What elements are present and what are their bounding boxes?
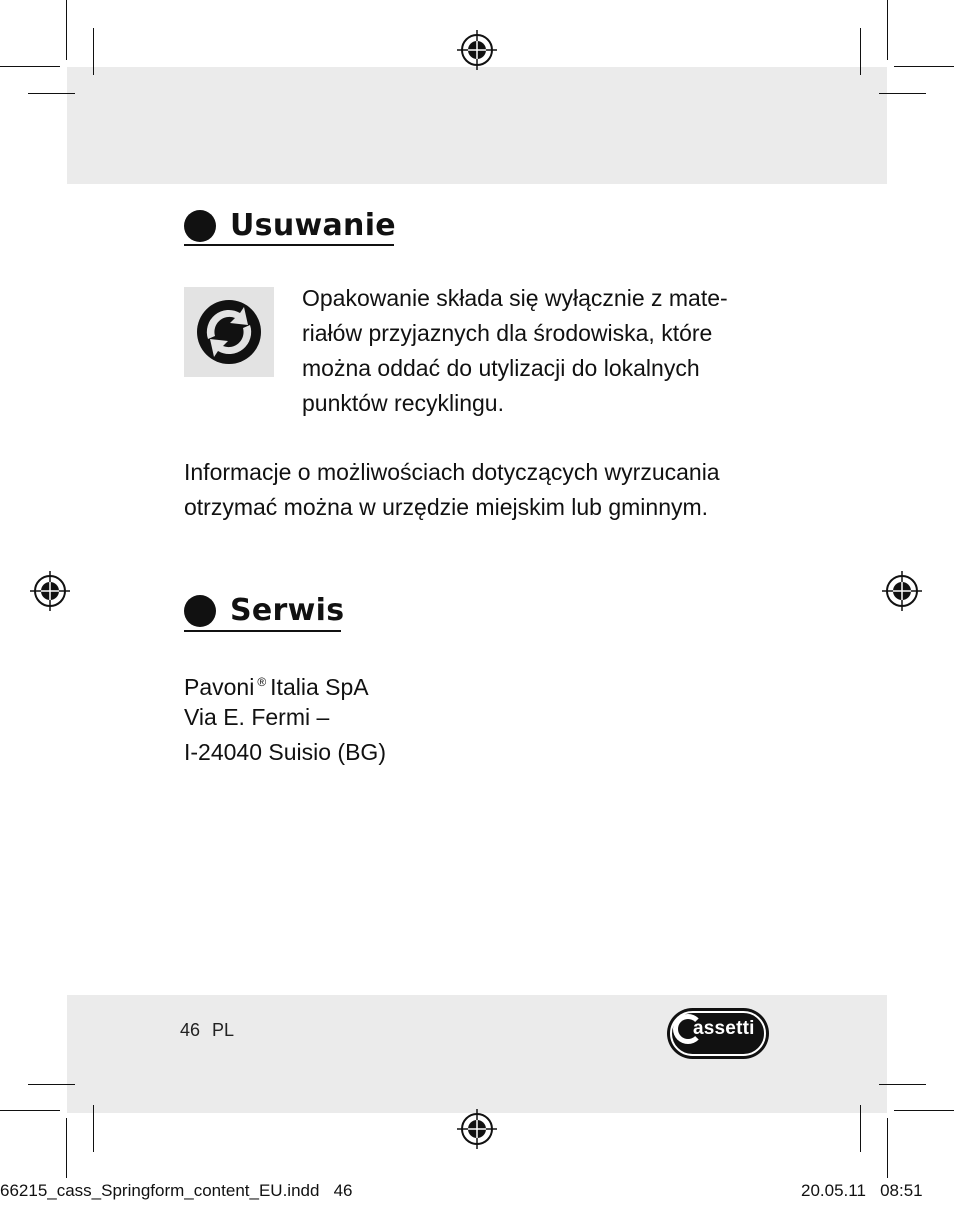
print-slug-file: 66215_cass_Springform_content_EU.indd 46 [0,1181,353,1200]
company-name: Pavoni [184,674,255,700]
section-title: Serwis [230,593,345,628]
registration-mark-icon [457,30,497,70]
bottom-band [67,995,887,1113]
section-heading-disposal [184,206,396,246]
disposal-info-paragraph: Informacje o możliwościach dotyczących wyrzucania otrzymać można w urzędzie miejskim lub gminnym. [184,459,720,520]
bullet-dot-icon [184,595,216,627]
section-title: Usuwanie [230,208,396,243]
crop-mark [860,28,861,75]
heading-underline [184,630,341,632]
registration-mark-icon [30,571,70,611]
registered-trademark: ® [257,675,267,689]
crop-mark [93,28,94,75]
recycling-icon [184,287,274,377]
crop-mark [0,66,60,67]
section-heading-service [184,591,344,631]
address-city: I-24040 Suisio (BG) [184,739,386,765]
heading-underline [184,244,394,246]
crop-mark [887,0,888,60]
crop-mark [894,1110,954,1111]
crop-mark [860,1105,861,1152]
company-suffix: Italia SpA [270,674,369,700]
page-number: 46 [180,1020,201,1040]
cassetti-logo [667,1008,769,1059]
bullet-dot-icon [184,210,216,242]
print-slug-date: 20.05.11 08:51 [801,1181,923,1200]
recycling-symbol-box [184,287,274,377]
registration-mark-icon [457,1109,497,1149]
recycling-paragraph: Opakowanie składa się wyłącznie z mate- riałów przyjaznych dla środowiska, które można oddać do utylizacji do lokalnych punktów recyklingu. [302,285,728,416]
crop-mark [28,1084,75,1085]
registration-mark-icon [882,571,922,611]
crop-mark [894,66,954,67]
crop-mark [0,1110,60,1111]
crop-mark [28,93,75,94]
page-footer [180,1020,234,1041]
address-street: Via E. Fermi – [184,704,330,730]
crop-mark [879,93,926,94]
crop-mark [66,0,67,60]
logo-text: assetti [693,1018,755,1039]
address-company [184,665,369,705]
crop-mark [887,1118,888,1178]
crop-mark [93,1105,94,1152]
top-band [67,67,887,184]
crop-mark [879,1084,926,1085]
crop-mark [66,1118,67,1178]
language-code: PL [212,1020,235,1040]
